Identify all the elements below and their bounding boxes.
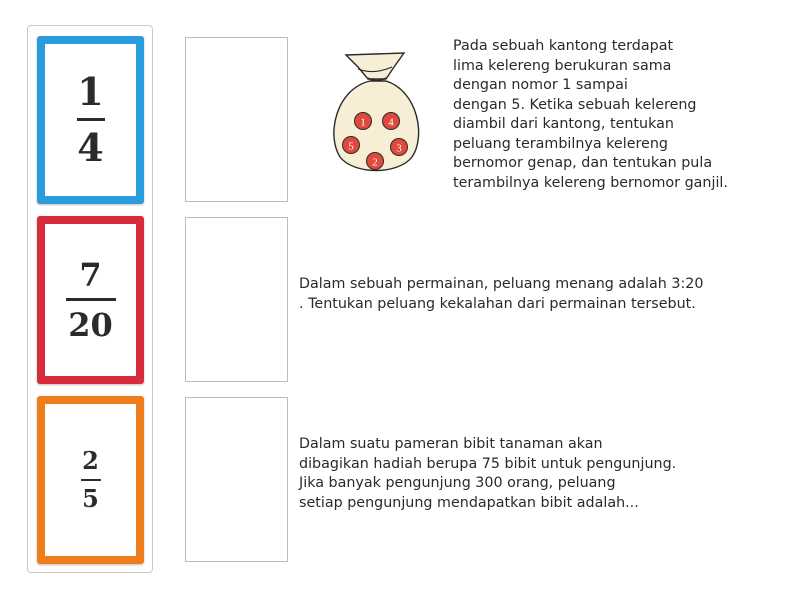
card-face (45, 44, 136, 196)
text-line: diambil dari kantong, tentukan (453, 116, 674, 132)
fraction (81, 446, 101, 513)
marble-label: 1 (360, 116, 366, 129)
fraction-numerator: 1 (77, 69, 104, 114)
fraction-bar (81, 479, 101, 481)
text-line: bernomor genap, dan tentukan pula (453, 155, 713, 171)
marble (367, 153, 384, 170)
text-line: dengan 5. Ketika sebuah kelereng (453, 96, 697, 113)
marble (383, 113, 400, 130)
question-3-text (299, 435, 676, 513)
card-face (45, 404, 136, 556)
marble-bag-icon (328, 45, 424, 177)
marble (355, 113, 372, 130)
drop-slot-2[interactable] (185, 217, 288, 382)
fraction-denominator: 5 (82, 484, 99, 513)
fraction-denominator: 4 (77, 125, 104, 170)
answer-card-1-4[interactable] (37, 36, 144, 204)
text-line: dibagikan hadiah berupa 75 bibit untuk pengunjung. (299, 455, 677, 472)
marble (391, 139, 408, 156)
fraction (77, 69, 105, 170)
fraction-numerator: 7 (79, 256, 102, 294)
answer-card-7-20[interactable] (37, 216, 144, 384)
text-line: lima kelereng berukuran sama (453, 57, 672, 74)
question-2-text (299, 275, 703, 314)
card-face (45, 224, 136, 376)
text-line: Dalam suatu pameran bibit tanaman akan (299, 436, 603, 452)
text-line: dengan nomor 1 sampai (453, 77, 628, 93)
question-1-text (453, 37, 728, 193)
drop-slot-1[interactable] (185, 37, 288, 202)
text-line: setiap pengunjung mendapatkan bibit adalah... (299, 494, 639, 511)
text-line: peluang terambilnya kelereng (453, 135, 668, 152)
text-line: . Tentukan peluang kekalahan dari permainan tersebut. (299, 295, 696, 312)
answer-card-2-5[interactable] (37, 396, 144, 564)
text-line: Jika banyak pengunjung 300 orang, peluang (299, 475, 616, 491)
fraction (66, 256, 116, 344)
marble (343, 137, 360, 154)
fraction-denominator: 20 (68, 306, 113, 344)
marble-label: 4 (388, 116, 394, 129)
text-line: Dalam sebuah permainan, peluang menang adalah 3:20 (299, 276, 704, 292)
marble-label: 2 (372, 156, 378, 169)
fraction-bar (77, 118, 105, 121)
marble-label: 5 (348, 140, 354, 153)
drop-slot-3[interactable] (185, 397, 288, 562)
fraction-bar (66, 298, 116, 301)
text-line: Pada sebuah kantong terdapat (453, 38, 674, 54)
text-line: terambilnya kelereng bernomor ganjil. (453, 174, 728, 191)
marble-label: 3 (396, 142, 402, 155)
fraction-numerator: 2 (82, 446, 99, 475)
